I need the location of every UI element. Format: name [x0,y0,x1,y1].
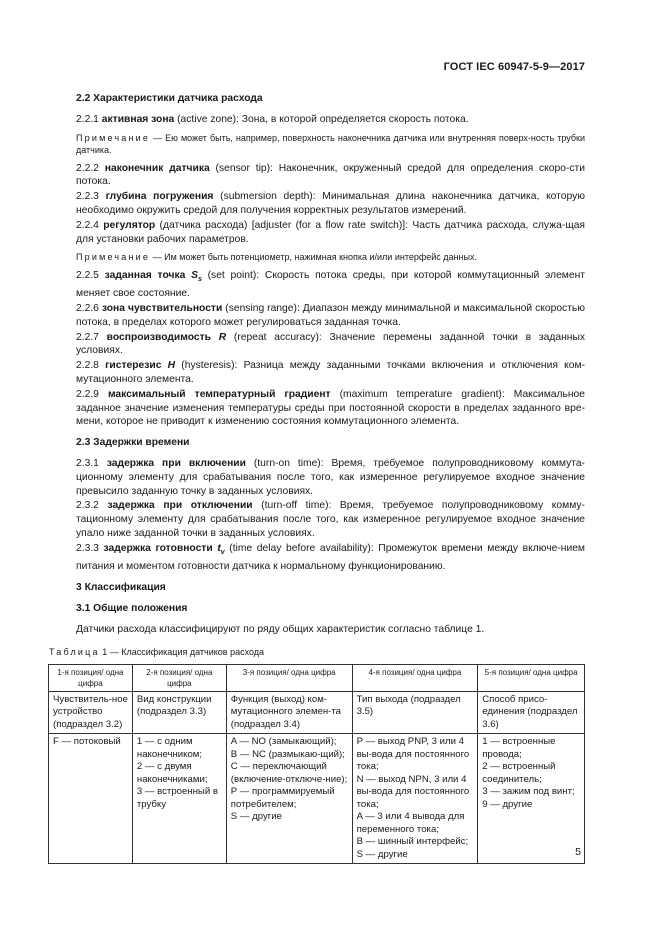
section-2-3-heading: 2.3 Задержки времени [76,437,190,449]
definition-2-2-3: 2.2.3 глубина погружения (submersion depth): Минимальная длина наконечника датчика, которую необходимо окружить средой для получения корректных результатов измерений. [76,191,585,216]
table-cell: Функция (выход) ком-мутационного элемен-та (подраздел 3.4) [226,691,352,734]
cell-line: B — шинный интерфейс; [356,836,469,848]
definition-2-2-4: 2.2.4 регулятор (датчика расхода) [adjuster (for a flow rate switch)]: Часть датчика расхода, служа-щая для установки рабочих параметров. [76,219,586,245]
note-2: Примечание — Им может быть потенциометр, нажимная кнопка и/или интерфейс данных. [76,252,477,263]
cell-line: 1 — с одним наконечником; [136,736,203,760]
header-cell: 5-я позиция/ одна цифра [478,664,585,691]
cell-line: C — переключающий (включение-отключе-ние); [230,761,348,785]
cell-line: S — другие [230,811,282,823]
header-cell: 4-я позиция/ одна цифра [352,664,478,691]
cell-line: A — 3 или 4 вывода для переменного тока; [356,811,465,835]
cell-line: 3 — зажим под винт; [482,786,575,798]
cell-line: A — NO (замыкающий); [230,736,337,748]
table-cell: Способ присо-единения (подраздел 3.6) [478,691,585,734]
definition-2-2-1: 2.2.1 активная зона (active zone): Зона, в которой определяется скорость потока. [76,113,469,125]
table-caption: Таблица 1 — Классификация датчиков расхода [49,646,265,657]
table-cell [478,734,585,864]
definition-2-2-6: 2.2.6 зона чувствительности (sensing range): Диапазон между минимальной и максимальной скоростью потока, в пределах которого может регулироваться заданная точка. [76,303,586,328]
definition-2-2-2: 2.2.2 наконечник датчика (sensor tip): Наконечник, окруженный средой для определения скоро-сти потока. [76,162,585,188]
document-header: ГОСТ IEC 60947-5-9—2017 [443,61,585,73]
note-1: Примечание — Ею может быть, например, поверхность наконечника датчика или внутренняя поверх-ность трубки датчика. [76,132,585,155]
cell-line: P — выход PNP, 3 или 4 вы-вода для постоянного тока; [356,736,470,773]
definition-2-2-7: 2.2.7 воспроизводимость R (repeat accuracy): Значение перемены заданной точки в заданных условиях. [76,331,586,357]
cell-line: S — другие [356,848,408,860]
cell-line: F — потоковый [53,736,121,748]
page-content [49,92,586,864]
table-row [49,691,585,734]
classification-table [48,664,585,865]
section-3-heading: 3 Классификация [76,582,166,594]
table-header-row [49,664,585,691]
definition-2-2-8: 2.2.8 гистерезис H (hysteresis): Разница между заданными точками включения и отключения ком-мутационного элемента. [76,360,586,385]
cell-line: 2 — с двумя наконечниками; [136,761,208,785]
header-cell: 1-я позиция/ одна цифра [49,664,133,691]
cell-line: N — выход NPN, 3 или 4 вы-вода для постоянного тока; [356,773,470,810]
header-cell: 2-я позиция/ одна цифра [132,664,226,691]
definition-2-3-2: 2.3.2 задержка при отключении (turn-off time): Время, требуемое полупроводниковому комму-тационному элементу для срабатывания после того, как измеренное регулируемое входное значение упало ниже заданной точки в заданных условиях. [76,500,585,539]
cell-line: 1 — встроенные провода; [482,736,556,760]
cell-line: B — NC (размыкаю-щий); [230,748,345,760]
table-cell [132,734,226,864]
table-cell [226,734,352,864]
cell-line: 9 — другие [482,798,533,810]
header-cell: 3-я позиция/ одна цифра [226,664,352,691]
table-cell: Вид конструкции (подраздел 3.3) [132,691,226,734]
table-cell: Чувствитель-ное устройство (подраздел 3.2) [49,691,133,734]
cell-line: 2 — встроенный соединитель; [482,761,556,785]
page-number: 5 [575,846,581,858]
section-3-1-text: Датчики расхода классифицируют по ряду общих характеристик согласно таблице 1. [76,624,485,635]
table-cell [49,734,133,864]
table-row [49,734,585,864]
cell-line: P — программируемый потребителем; [230,786,335,810]
cell-line: 3 — встроенный в трубку [136,786,218,810]
section-3-1-heading: 3.1 Общие положения [76,603,188,615]
definition-2-3-3: 2.3.3 задержка готовности $t_v$ (time delay before availability): Промежуток времени между включе-нием питания и моментом готовности датчика к нормальному функционированию. [76,542,586,572]
definition-2-2-5: 2.2.5 заданная точка $S_s$ (set point): Скорость потока среды, при которой коммутационный элемент меняет свое состояние. [76,270,585,300]
section-2-2-heading: 2.2 Характеристики датчика расхода [76,93,263,104]
table-cell: Тип выхода (подраздел 3.5) [352,691,478,734]
definition-2-3-1: 2.3.1 задержка при включении (turn-on time): Время, требуемое полупроводниковому коммута-ционному элементу для срабатывания после того, как измеренное регулируемое входное значение превысило заданную точку в заданных условиях. [76,457,585,497]
table-cell [352,734,478,864]
definition-2-2-9: 2.2.9 максимальный температурный градиент (maximum temperature gradient): Максимальное заданное значение изменения температуры среды при постоянной скорости в пределах заданного вре-мени, которое не приводит к изменению состояния коммутационного элемента. [76,388,586,428]
